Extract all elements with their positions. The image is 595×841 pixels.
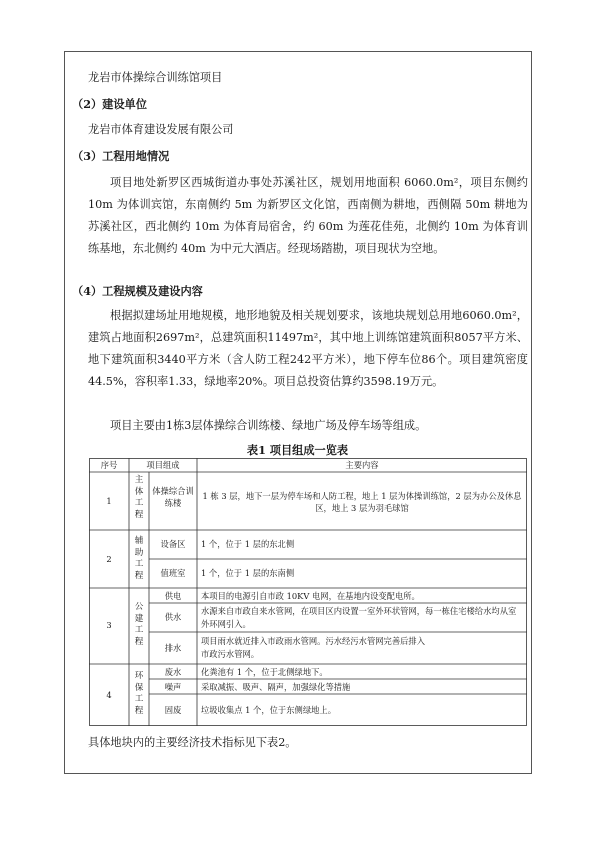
group-2-category: 辅助工程 (134, 536, 144, 581)
group-1-item: 体操综合训练楼 (152, 486, 194, 508)
group-4-category: 环保工程 (134, 671, 144, 716)
group-3-content-3: 项目雨水就近排入市政雨水管网。污水经污水管网完善后排入市政污水管网。 (201, 636, 426, 659)
group-1-category: 主体工程 (134, 475, 144, 520)
header-content: 主要内容 (345, 460, 379, 470)
group-2-no: 2 (106, 554, 112, 564)
section-3-title: （3）工程用地情况 (72, 149, 170, 163)
group-4-item-3: 固废 (164, 705, 182, 715)
group-3-content-1: 本项目的电源引自市政 10KV 电网，在基地内设变配电所。 (201, 591, 420, 601)
footer-text: 具体地块内的主要经济技术指标见下表2。 (88, 736, 297, 749)
group-3-item-3: 排水 (164, 643, 182, 653)
table-caption: 表1 项目组成一览表 (246, 443, 349, 457)
group-2-content-1: 1 个，位于 1 层的东北侧 (201, 539, 295, 549)
group-4-item-1: 废水 (164, 667, 182, 677)
group-2-item-1: 设备区 (160, 539, 186, 549)
group-1-no: 1 (106, 496, 112, 506)
section-4-title: （4）工程规模及建设内容 (72, 284, 203, 298)
group-3-category: 公建工程 (134, 602, 144, 647)
section-4-text-2: 项目主要由1栋3层体操综合训练楼、绿地广场及停车场等组成。 (110, 419, 427, 432)
group-3-item-2: 供水 (164, 612, 182, 622)
section-4-text-1: 根据拟建场址用地规模，地形地貌及相关规划要求，该地块规划总用地6060.0m²，建筑占地面积2697m²，总建筑面积11497m²，其中地上训练馆建筑面积8057平方米、地下建筑面积3440平方米（含人防工程242平方米），地下停车位86个。项目建筑密度44.5%，容积率1.33，绿地率20%。项目总投资估算约3598.19万元。 (88, 309, 528, 388)
group-2-item-2: 值班室 (160, 568, 186, 578)
header-no: 序号 (100, 460, 118, 470)
section-3-text: 项目地处新罗区西城街道办事处苏溪社区，规划用地面积 6060.0m²，项目东侧约 10m 为体训宾馆，东南侧约 5m 为新罗区文化馆，西南侧为耕地，西侧隔 50m 耕地为苏溪社区，西北侧约 10m 为体育局宿舍，约 60m 为莲花佳苑，北侧约 10m 为体育训练基地，东北侧约 40m 为中元大酒店。经现场踏勘，项目现状为空地。 (88, 176, 528, 255)
section-2-title: （2）建设单位 (72, 97, 147, 111)
group-4-content-1: 化粪池有 1 个，位于北侧绿地下。 (201, 667, 328, 677)
group-4-content-2: 采取减振、吸声、隔声，加强绿化等措施 (201, 682, 351, 692)
group-4-item-2: 噪声 (164, 682, 182, 692)
group-4-no: 4 (106, 690, 112, 700)
header-composition: 项目组成 (146, 460, 180, 470)
group-2-content-2: 1 个，位于 1 层的东南侧 (201, 568, 295, 578)
section-2-text: 龙岩市体育建设发展有限公司 (88, 123, 234, 136)
project-name: 龙岩市体操综合训练馆项目 (88, 71, 223, 84)
group-1-content: 1 栋 3 层，地下一层为停车场和人防工程，地上 1 层为体操训练馆，2 层为办公及休息区，地上 3 层为羽毛球馆 (202, 491, 522, 513)
group-3-content-2: 水源来自市政自来水管网，在项目区内设置一室外环状管网，每一栋住宅楼给水均从室外环网引入。 (201, 606, 517, 629)
project-composition-table (89, 458, 527, 726)
group-3-item-1: 供电 (164, 591, 182, 601)
group-3-no: 3 (106, 620, 112, 630)
group-4-content-3: 垃圾收集点 1 个，位于东侧绿地上。 (201, 705, 337, 715)
